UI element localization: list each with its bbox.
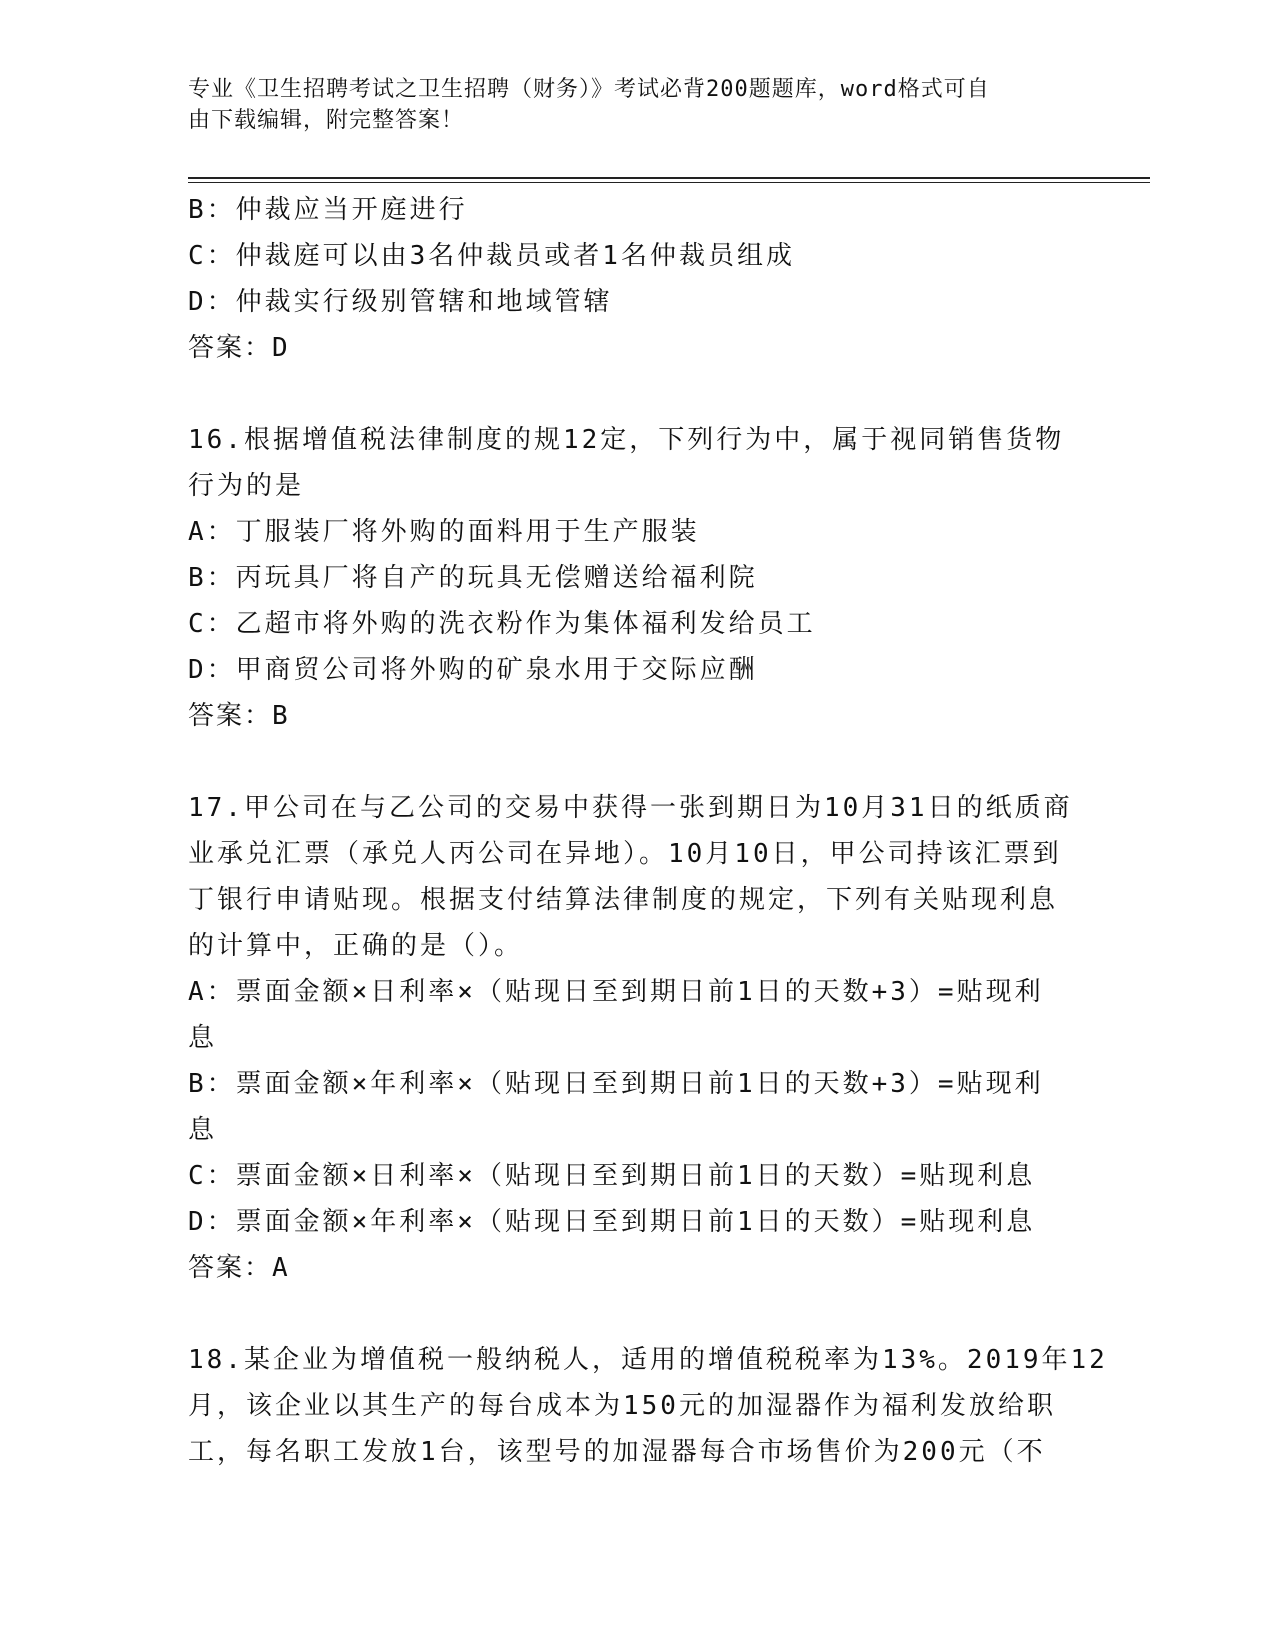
- q17-stem-line-2: 业承兑汇票（承兑人丙公司在异地）。10月10日，甲公司持该汇票到: [188, 839, 1062, 869]
- q18-stem-line-3: 工，每名职工发放1台，该型号的加湿器每合市场售价为200元（不: [188, 1437, 1046, 1467]
- q15-option-c: C：仲裁庭可以由3名仲裁员或者1名仲裁员组成: [188, 241, 795, 271]
- q17-option-b-line-1: B：票面金额×年利率×（贴现日至到期日前1日的天数+3）=贴现利: [188, 1069, 1044, 1099]
- q17-stem-line-1: 17.甲公司在与乙公司的交易中获得一张到期日为10月31日的纸质商: [188, 793, 1073, 823]
- spacer: [188, 1291, 1088, 1337]
- document-header: [188, 74, 1068, 136]
- q17-option-d: D：票面金额×年利率×（贴现日至到期日前1日的天数）=贴现利息: [188, 1207, 1036, 1237]
- header-title-line-1: 专业《卫生招聘考试之卫生招聘（财务）》考试必背200题题库，word格式可自: [188, 77, 990, 102]
- header-divider-thin: [188, 182, 1150, 183]
- q15-answer: 答案：D: [188, 333, 290, 363]
- q18-stem-line-1: 18.某企业为增值税一般纳税人，适用的增值税税率为13%。2019年12: [188, 1345, 1108, 1375]
- q15-option-d: D：仲裁实行级别管辖和地域管辖: [188, 287, 613, 317]
- q17-option-c: C：票面金额×日利率×（贴现日至到期日前1日的天数）=贴现利息: [188, 1161, 1036, 1191]
- q16-option-a: A：丁服装厂将外购的面料用于生产服装: [188, 517, 700, 547]
- q16-stem-line-1: 16.根据增值税法律制度的规12定，下列行为中，属于视同销售货物: [188, 425, 1065, 455]
- question-16: [188, 417, 1088, 739]
- q17-stem-line-3: 丁银行申请贴现。根据支付结算法律制度的规定，下列有关贴现利息: [188, 885, 1059, 915]
- q18-stem-line-2: 月，该企业以其生产的每台成本为150元的加湿器作为福利发放给职: [188, 1391, 1056, 1421]
- q17-option-a-line-2: 息: [188, 1023, 218, 1053]
- q16-option-c: C：乙超市将外购的洗衣粉作为集体福利发给员工: [188, 609, 816, 639]
- q16-option-d: D：甲商贸公司将外购的矿泉水用于交际应酬: [188, 655, 758, 685]
- q16-stem-line-2: 行为的是: [188, 471, 305, 501]
- header-title-line-2: 由下载编辑，附完整答案！: [188, 108, 465, 133]
- q17-option-b-line-2: 息: [188, 1115, 218, 1145]
- q15-option-b: B：仲裁应当开庭进行: [188, 195, 468, 225]
- spacer: [188, 739, 1088, 785]
- q16-answer: 答案：B: [188, 701, 290, 731]
- q17-stem-line-4: 的计算中，正确的是（）。: [188, 931, 524, 961]
- question-17: [188, 785, 1088, 1291]
- q17-option-a-line-1: A：票面金额×日利率×（贴现日至到期日前1日的天数+3）=贴现利: [188, 977, 1044, 1007]
- question-18: [188, 1337, 1108, 1475]
- header-divider-thick: [188, 177, 1150, 179]
- spacer: [188, 371, 1088, 417]
- document-body: [188, 187, 1108, 1475]
- q16-option-b: B：丙玩具厂将自产的玩具无偿赠送给福利院: [188, 563, 758, 593]
- q17-answer: 答案：A: [188, 1253, 290, 1283]
- question-15: [188, 187, 1088, 371]
